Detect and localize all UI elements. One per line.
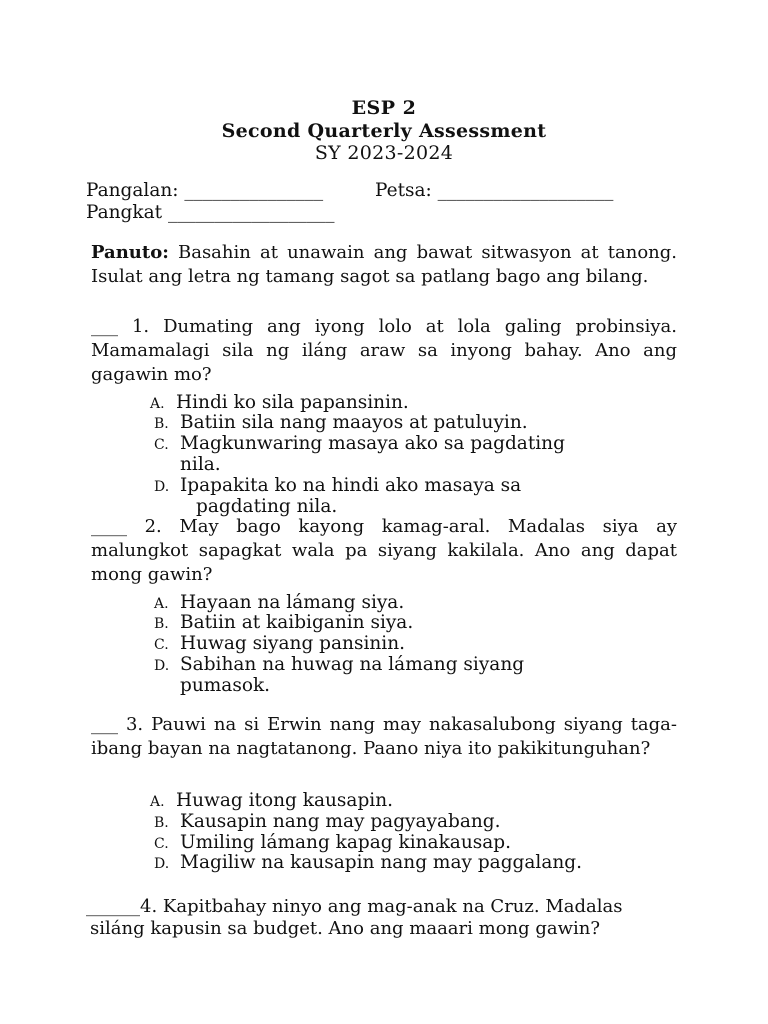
choice-text: Kausapin nang may pagyayabang. xyxy=(180,811,501,832)
question-3: ___ 3. Pauwi na si Erwin nang may nakasalubong siyang taga-ibang bayan na nagtatanong. Paano niya ito pakikitunguhan? xyxy=(91,714,677,759)
name-field: Pangalan: _______________ xyxy=(86,180,324,201)
choice-letter: D. xyxy=(154,658,170,674)
date-field: Petsa: ___________________ xyxy=(375,180,614,201)
q2-choice-d-cont: pumasok. xyxy=(180,675,271,696)
choice-letter: A. xyxy=(150,794,165,810)
instructions-label: Panuto: xyxy=(91,242,169,263)
q1-choice-d-cont: pagdating nila. xyxy=(196,496,338,517)
assessment-title: Second Quarterly Assessment xyxy=(221,120,547,142)
subject-title: ESP 2 xyxy=(351,97,417,119)
choice-text: Batiin at kaibiganin siya. xyxy=(180,612,414,633)
question-4-line-2: siláng kapusin sa budget. Ano ang maaari mong gawin? xyxy=(90,918,601,939)
choice-letter: A. xyxy=(154,596,169,612)
choice-text: Magkunwaring masaya ako sa pagdating xyxy=(180,433,565,454)
choice-letter: C. xyxy=(154,437,169,453)
choice-text: Sabihan na huwag na lámang siyang xyxy=(180,654,525,675)
choice-letter: C. xyxy=(154,637,169,653)
q1-choice-a xyxy=(150,392,409,413)
choice-letter: B. xyxy=(154,416,169,432)
choice-text: Huwag siyang pansinin. xyxy=(180,633,405,654)
choice-letter: C. xyxy=(154,836,169,852)
q1-choice-d xyxy=(154,475,521,496)
question-4-line-1: ______4. Kapitbahay ninyo ang mag-anak na Cruz. Madalas xyxy=(86,896,623,917)
choice-letter: D. xyxy=(154,856,170,872)
q3-choice-a xyxy=(150,790,393,811)
choice-text: Batiin sila nang maayos at patuluyin. xyxy=(180,412,528,433)
question-1: ___ 1. Dumating ang iyong lolo at lola galing probinsiya. Mamamalagi sila ng iláng araw sa inyong bahay. Ano ang gagawin mo? xyxy=(91,316,677,385)
choice-letter: D. xyxy=(154,479,170,495)
q3-choice-c xyxy=(154,832,511,853)
q2-choice-c xyxy=(154,633,405,654)
choice-letter: B. xyxy=(154,815,169,831)
choice-text: Huwag itong kausapin. xyxy=(176,790,393,811)
choice-text: Magiliw na kausapin nang may paggalang. xyxy=(180,852,582,873)
instructions xyxy=(91,241,677,289)
q1-choice-b xyxy=(154,412,528,433)
q2-choice-b xyxy=(154,612,413,633)
q1-choice-c-cont: nila. xyxy=(180,454,221,475)
choice-text: Umiling lámang kapag kinakausap. xyxy=(180,832,511,853)
choice-letter: B. xyxy=(154,616,169,632)
q1-choice-c xyxy=(154,433,565,454)
choice-text: Hayaan na lámang siya. xyxy=(180,592,405,613)
choice-letter: A. xyxy=(150,396,165,412)
choice-text: Hindi ko sila papansinin. xyxy=(176,392,409,413)
instructions-text: Basahin at unawain ang bawat sitwasyon at tanong. Isulat ang letra ng tamang sagot sa patlang bago ang bilang. xyxy=(91,242,677,287)
q3-choice-b xyxy=(154,811,501,832)
choice-text: Ipapakita ko na hindi ako masaya sa xyxy=(180,475,522,496)
section-field: Pangkat __________________ xyxy=(86,202,335,223)
q2-choice-a xyxy=(154,592,404,613)
question-2: ____ 2. May bago kayong kamag-aral. Madalas siya ay malungkot sapagkat wala pa siyang kakilala. Ano ang dapat mong gawin? xyxy=(91,516,677,585)
school-year: SY 2023-2024 xyxy=(314,142,454,164)
q3-choice-d xyxy=(154,852,582,873)
q2-choice-d xyxy=(154,654,524,675)
